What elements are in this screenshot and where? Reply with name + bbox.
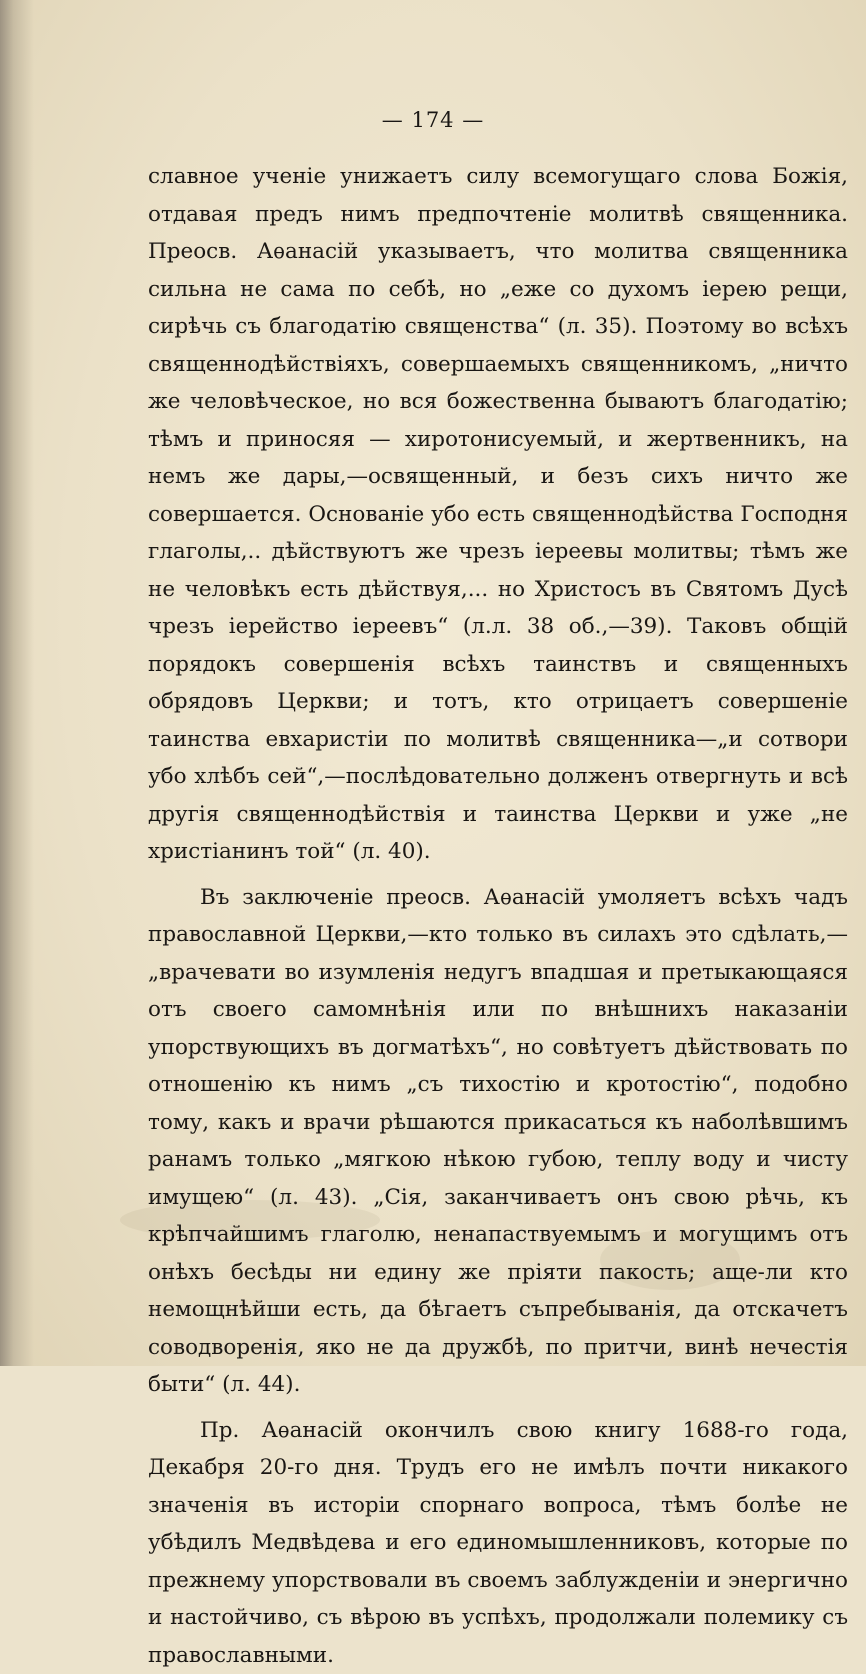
binding-shadow — [0, 0, 34, 1366]
page-number: — 174 — — [0, 108, 866, 132]
paragraph-3: Пр. Аѳанасій окончилъ свою книгу 1688-го года, Декабря 20-го дня. Трудъ его не имѣлъ почти никакого значенія въ исторіи спорнаго вопроса, тѣмъ болѣе не убѣдилъ Медвѣдева и его единомышленниковъ, которые по прежнему упорствовали въ своемъ заблужденіи и энергично и настойчиво, съ вѣрою въ успѣхъ, продолжали полемику съ православными. — [148, 1412, 848, 1674]
paragraph-1: славное ученіе унижаетъ силу всемогущаго слова Божія, отдавая предъ нимъ предпочтеніе молитвѣ священника. Преосв. Аѳанасій указываетъ, что молитва священника сильна не сама по себѣ, но „еже со духомъ іерею рещи, сирѣчь съ благодатію священства“ (л. 35). Поэтому во всѣхъ священнодѣйствіяхъ, совершаемыхъ священникомъ, „ничто же человѣческое, но вся божественна бываютъ благодатію; тѣмъ и приносяя — хиротонисуемый, и жертвенникъ, на немъ же дары,—освященный, и безъ сихъ ничто же совершается. Основаніе убо есть священнодѣйства Господня глаголы,.. дѣйствуютъ же чрезъ іереевы молитвы; тѣмъ же не человѣкъ есть дѣйствуя,... но Христосъ въ Святомъ Дусѣ чрезъ іерейство іереевъ“ (л.л. 38 об.,—39). Таковъ общій порядокъ совершенія всѣхъ таинствъ и священныхъ обрядовъ Церкви; и тотъ, кто отрицаетъ совершеніе таинства евхаристіи по молитвѣ священника—„и сотвори убо хлѣбъ сей“,—послѣдовательно долженъ отвергнуть и всѣ другія священнодѣйствія и таинства Церкви и уже „не христіанинъ той“ (л. 40). — [148, 158, 848, 871]
paragraph-2: Въ заключеніе преосв. Аѳанасій умоляетъ всѣхъ чадъ православной Церкви,—кто только въ силахъ это сдѣлать,—„врачевати во изумленія недугъ впадшая и претыкающаяся отъ своего самомнѣнія или по внѣшнихъ наказаніи упорствующихъ въ догматѣхъ“, но совѣтуетъ дѣйствовать по отношенію къ нимъ „съ тихостію и кротостію“, подобно тому, какъ и врачи рѣшаются прикасаться къ наболѣвшимъ ранамъ только „мягкою нѣкою губою, теплу воду и чисту имущею“ (л. 43). „Сія, заканчиваетъ онъ свою рѣчь, къ крѣпчайшимъ глаголю, ненапаствуемымъ и могущимъ отъ онѣхъ бесѣды ни едину же пріяти пакость; аще-ли кто немощнѣйши есть, да бѣгаетъ съпребыванія, да отскачетъ соводворенія, яко не да дружбѣ, по притчи, винѣ нечестія быти“ (л. 44). — [148, 879, 848, 1404]
body-text — [148, 158, 848, 1674]
